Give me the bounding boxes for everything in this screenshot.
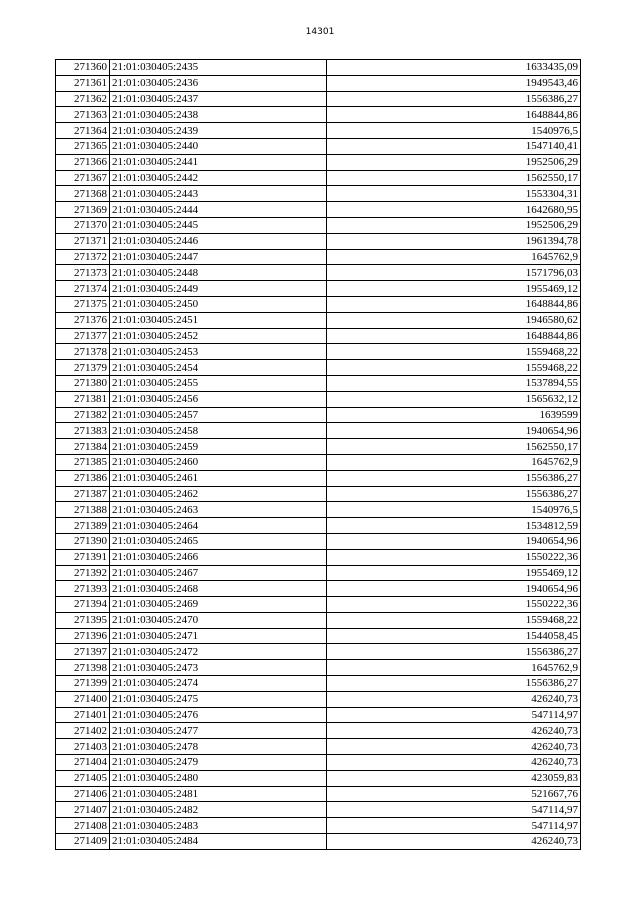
table-row bbox=[56, 328, 581, 344]
table-row bbox=[56, 423, 581, 439]
row-number-cell: 271393 bbox=[56, 581, 110, 597]
row-number-cell: 271408 bbox=[56, 818, 110, 834]
table-row bbox=[56, 170, 581, 186]
table-row bbox=[56, 644, 581, 660]
table-row bbox=[56, 533, 581, 549]
row-number-cell: 271388 bbox=[56, 502, 110, 518]
cadastral-number-cell: 21:01:030405:2459 bbox=[110, 439, 327, 455]
row-number-cell: 271374 bbox=[56, 281, 110, 297]
table-row bbox=[56, 91, 581, 107]
row-number-cell: 271361 bbox=[56, 75, 110, 91]
cadastral-value-cell: 1562550,17 bbox=[327, 439, 581, 455]
cadastral-number-cell: 21:01:030405:2480 bbox=[110, 770, 327, 786]
cadastral-value-cell: 1556386,27 bbox=[327, 470, 581, 486]
cadastral-value-cell: 1952506,29 bbox=[327, 154, 581, 170]
cadastral-number-cell: 21:01:030405:2482 bbox=[110, 802, 327, 818]
cadastral-number-cell: 21:01:030405:2438 bbox=[110, 107, 327, 123]
table-row bbox=[56, 391, 581, 407]
cadastral-value-cell: 521667,76 bbox=[327, 786, 581, 802]
cadastral-value-cell: 1556386,27 bbox=[327, 676, 581, 692]
cadastral-number-cell: 21:01:030405:2464 bbox=[110, 518, 327, 534]
cadastral-number-cell: 21:01:030405:2435 bbox=[110, 60, 327, 76]
cadastral-value-cell: 1946580,62 bbox=[327, 312, 581, 328]
cadastral-number-cell: 21:01:030405:2468 bbox=[110, 581, 327, 597]
cadastral-number-cell: 21:01:030405:2471 bbox=[110, 628, 327, 644]
cadastral-number-cell: 21:01:030405:2466 bbox=[110, 549, 327, 565]
cadastral-number-cell: 21:01:030405:2483 bbox=[110, 818, 327, 834]
row-number-cell: 271402 bbox=[56, 723, 110, 739]
table-row bbox=[56, 739, 581, 755]
row-number-cell: 271396 bbox=[56, 628, 110, 644]
cadastral-number-cell: 21:01:030405:2450 bbox=[110, 296, 327, 312]
row-number-cell: 271365 bbox=[56, 138, 110, 154]
cadastral-number-cell: 21:01:030405:2448 bbox=[110, 265, 327, 281]
table-row bbox=[56, 549, 581, 565]
table-row bbox=[56, 202, 581, 218]
cadastral-number-cell: 21:01:030405:2470 bbox=[110, 612, 327, 628]
table-row bbox=[56, 755, 581, 771]
row-number-cell: 271397 bbox=[56, 644, 110, 660]
row-number-cell: 271381 bbox=[56, 391, 110, 407]
cadastral-number-cell: 21:01:030405:2437 bbox=[110, 91, 327, 107]
cadastral-value-cell: 426240,73 bbox=[327, 755, 581, 771]
table-row bbox=[56, 723, 581, 739]
cadastral-number-cell: 21:01:030405:2449 bbox=[110, 281, 327, 297]
cadastral-number-cell: 21:01:030405:2444 bbox=[110, 202, 327, 218]
row-number-cell: 271360 bbox=[56, 60, 110, 76]
cadastral-value-cell: 1556386,27 bbox=[327, 486, 581, 502]
table-row bbox=[56, 565, 581, 581]
cadastral-number-cell: 21:01:030405:2469 bbox=[110, 597, 327, 613]
row-number-cell: 271389 bbox=[56, 518, 110, 534]
cadastral-number-cell: 21:01:030405:2477 bbox=[110, 723, 327, 739]
cadastral-number-cell: 21:01:030405:2476 bbox=[110, 707, 327, 723]
cadastral-number-cell: 21:01:030405:2479 bbox=[110, 755, 327, 771]
cadastral-value-cell: 1940654,96 bbox=[327, 581, 581, 597]
table-row bbox=[56, 296, 581, 312]
table-row bbox=[56, 676, 581, 692]
cadastral-value-cell: 1540976,5 bbox=[327, 502, 581, 518]
cadastral-number-cell: 21:01:030405:2439 bbox=[110, 123, 327, 139]
table-row bbox=[56, 691, 581, 707]
table-row bbox=[56, 407, 581, 423]
cadastral-value-cell: 1547140,41 bbox=[327, 138, 581, 154]
cadastral-number-cell: 21:01:030405:2460 bbox=[110, 454, 327, 470]
cadastral-number-cell: 21:01:030405:2451 bbox=[110, 312, 327, 328]
cadastral-number-cell: 21:01:030405:2473 bbox=[110, 660, 327, 676]
row-number-cell: 271401 bbox=[56, 707, 110, 723]
cadastral-value-cell: 1559468,22 bbox=[327, 612, 581, 628]
table-row bbox=[56, 75, 581, 91]
table-row bbox=[56, 60, 581, 76]
cadastral-value-cell: 1559468,22 bbox=[327, 360, 581, 376]
cadastral-number-cell: 21:01:030405:2455 bbox=[110, 375, 327, 391]
table-row bbox=[56, 360, 581, 376]
table-row bbox=[56, 375, 581, 391]
row-number-cell: 271370 bbox=[56, 217, 110, 233]
row-number-cell: 271395 bbox=[56, 612, 110, 628]
row-number-cell: 271392 bbox=[56, 565, 110, 581]
cadastral-number-cell: 21:01:030405:2447 bbox=[110, 249, 327, 265]
table-row bbox=[56, 312, 581, 328]
cadastral-value-cell: 547114,97 bbox=[327, 818, 581, 834]
table-row bbox=[56, 107, 581, 123]
table-row bbox=[56, 486, 581, 502]
cadastral-number-cell: 21:01:030405:2445 bbox=[110, 217, 327, 233]
cadastral-number-cell: 21:01:030405:2478 bbox=[110, 739, 327, 755]
cadastral-value-cell: 1645762,9 bbox=[327, 454, 581, 470]
row-number-cell: 271379 bbox=[56, 360, 110, 376]
cadastral-value-cell: 1952506,29 bbox=[327, 217, 581, 233]
cadastral-number-cell: 21:01:030405:2453 bbox=[110, 344, 327, 360]
cadastral-value-cell: 1559468,22 bbox=[327, 344, 581, 360]
table-row bbox=[56, 123, 581, 139]
cadastral-value-cell: 1553304,31 bbox=[327, 186, 581, 202]
table-row bbox=[56, 612, 581, 628]
cadastral-number-cell: 21:01:030405:2484 bbox=[110, 834, 327, 850]
row-number-cell: 271407 bbox=[56, 802, 110, 818]
cadastral-value-cell: 1955469,12 bbox=[327, 565, 581, 581]
table-row bbox=[56, 454, 581, 470]
row-number-cell: 271399 bbox=[56, 676, 110, 692]
table-row bbox=[56, 154, 581, 170]
table-row bbox=[56, 138, 581, 154]
cadastral-number-cell: 21:01:030405:2461 bbox=[110, 470, 327, 486]
cadastral-number-cell: 21:01:030405:2441 bbox=[110, 154, 327, 170]
cadastral-number-cell: 21:01:030405:2443 bbox=[110, 186, 327, 202]
cadastral-number-cell: 21:01:030405:2467 bbox=[110, 565, 327, 581]
table-row bbox=[56, 802, 581, 818]
table-row bbox=[56, 265, 581, 281]
row-number-cell: 271382 bbox=[56, 407, 110, 423]
cadastral-number-cell: 21:01:030405:2465 bbox=[110, 533, 327, 549]
cadastral-number-cell: 21:01:030405:2454 bbox=[110, 360, 327, 376]
cadastral-value-cell: 426240,73 bbox=[327, 834, 581, 850]
cadastral-value-cell: 1648844,86 bbox=[327, 107, 581, 123]
cadastral-value-cell: 423059,83 bbox=[327, 770, 581, 786]
row-number-cell: 271391 bbox=[56, 549, 110, 565]
row-number-cell: 271390 bbox=[56, 533, 110, 549]
cadastral-value-cell: 1562550,17 bbox=[327, 170, 581, 186]
row-number-cell: 271363 bbox=[56, 107, 110, 123]
row-number-cell: 271403 bbox=[56, 739, 110, 755]
cadastral-number-cell: 21:01:030405:2474 bbox=[110, 676, 327, 692]
cadastral-value-cell: 1940654,96 bbox=[327, 533, 581, 549]
page-number: 14301 bbox=[305, 27, 335, 37]
cadastral-value-cell: 1961394,78 bbox=[327, 233, 581, 249]
table-row bbox=[56, 786, 581, 802]
row-number-cell: 271375 bbox=[56, 296, 110, 312]
row-number-cell: 271373 bbox=[56, 265, 110, 281]
table-row bbox=[56, 502, 581, 518]
cadastral-value-cell: 426240,73 bbox=[327, 739, 581, 755]
cadastral-number-cell: 21:01:030405:2472 bbox=[110, 644, 327, 660]
row-number-cell: 271384 bbox=[56, 439, 110, 455]
table-row bbox=[56, 249, 581, 265]
row-number-cell: 271386 bbox=[56, 470, 110, 486]
row-number-cell: 271367 bbox=[56, 170, 110, 186]
cadastral-value-cell: 1648844,86 bbox=[327, 328, 581, 344]
row-number-cell: 271364 bbox=[56, 123, 110, 139]
cadastral-number-cell: 21:01:030405:2440 bbox=[110, 138, 327, 154]
table-row bbox=[56, 518, 581, 534]
cadastral-number-cell: 21:01:030405:2458 bbox=[110, 423, 327, 439]
row-number-cell: 271377 bbox=[56, 328, 110, 344]
table-row bbox=[56, 597, 581, 613]
table-row bbox=[56, 818, 581, 834]
table-row bbox=[56, 707, 581, 723]
table-row bbox=[56, 581, 581, 597]
row-number-cell: 271383 bbox=[56, 423, 110, 439]
table-row bbox=[56, 217, 581, 233]
row-number-cell: 271371 bbox=[56, 233, 110, 249]
cadastral-value-cell: 1544058,45 bbox=[327, 628, 581, 644]
row-number-cell: 271387 bbox=[56, 486, 110, 502]
row-number-cell: 271385 bbox=[56, 454, 110, 470]
row-number-cell: 271406 bbox=[56, 786, 110, 802]
cadastral-value-cell: 1949543,46 bbox=[327, 75, 581, 91]
row-number-cell: 271368 bbox=[56, 186, 110, 202]
cadastral-value-table bbox=[55, 59, 581, 850]
row-number-cell: 271409 bbox=[56, 834, 110, 850]
table-row bbox=[56, 770, 581, 786]
table-row bbox=[56, 628, 581, 644]
cadastral-value-cell: 426240,73 bbox=[327, 691, 581, 707]
cadastral-value-cell: 1955469,12 bbox=[327, 281, 581, 297]
cadastral-value-cell: 1639599 bbox=[327, 407, 581, 423]
table-row bbox=[56, 344, 581, 360]
row-number-cell: 271404 bbox=[56, 755, 110, 771]
table-row bbox=[56, 186, 581, 202]
table-row bbox=[56, 660, 581, 676]
cadastral-number-cell: 21:01:030405:2463 bbox=[110, 502, 327, 518]
cadastral-value-cell: 1645762,9 bbox=[327, 660, 581, 676]
cadastral-value-cell: 1550222,36 bbox=[327, 549, 581, 565]
cadastral-number-cell: 21:01:030405:2481 bbox=[110, 786, 327, 802]
cadastral-value-cell: 1537894,55 bbox=[327, 375, 581, 391]
cadastral-value-cell: 1633435,09 bbox=[327, 60, 581, 76]
cadastral-number-cell: 21:01:030405:2457 bbox=[110, 407, 327, 423]
table-row bbox=[56, 439, 581, 455]
row-number-cell: 271369 bbox=[56, 202, 110, 218]
row-number-cell: 271378 bbox=[56, 344, 110, 360]
cadastral-value-cell: 1565632,12 bbox=[327, 391, 581, 407]
cadastral-number-cell: 21:01:030405:2462 bbox=[110, 486, 327, 502]
row-number-cell: 271366 bbox=[56, 154, 110, 170]
cadastral-value-cell: 1534812,59 bbox=[327, 518, 581, 534]
table-body bbox=[56, 60, 581, 850]
cadastral-number-cell: 21:01:030405:2475 bbox=[110, 691, 327, 707]
cadastral-value-cell: 1648844,86 bbox=[327, 296, 581, 312]
row-number-cell: 271400 bbox=[56, 691, 110, 707]
cadastral-value-cell: 1642680,95 bbox=[327, 202, 581, 218]
row-number-cell: 271380 bbox=[56, 375, 110, 391]
cadastral-value-cell: 1645762,9 bbox=[327, 249, 581, 265]
row-number-cell: 271394 bbox=[56, 597, 110, 613]
cadastral-number-cell: 21:01:030405:2452 bbox=[110, 328, 327, 344]
table-row bbox=[56, 834, 581, 850]
row-number-cell: 271362 bbox=[56, 91, 110, 107]
cadastral-value-cell: 1550222,36 bbox=[327, 597, 581, 613]
cadastral-value-cell: 426240,73 bbox=[327, 723, 581, 739]
cadastral-number-cell: 21:01:030405:2456 bbox=[110, 391, 327, 407]
cadastral-value-cell: 1556386,27 bbox=[327, 644, 581, 660]
cadastral-number-cell: 21:01:030405:2442 bbox=[110, 170, 327, 186]
table-row bbox=[56, 470, 581, 486]
cadastral-value-cell: 1540976,5 bbox=[327, 123, 581, 139]
row-number-cell: 271372 bbox=[56, 249, 110, 265]
cadastral-value-cell: 1556386,27 bbox=[327, 91, 581, 107]
cadastral-value-cell: 1571796,03 bbox=[327, 265, 581, 281]
table-row bbox=[56, 233, 581, 249]
cadastral-number-cell: 21:01:030405:2436 bbox=[110, 75, 327, 91]
cadastral-number-cell: 21:01:030405:2446 bbox=[110, 233, 327, 249]
row-number-cell: 271405 bbox=[56, 770, 110, 786]
row-number-cell: 271398 bbox=[56, 660, 110, 676]
table-row bbox=[56, 281, 581, 297]
cadastral-value-cell: 547114,97 bbox=[327, 802, 581, 818]
cadastral-value-cell: 1940654,96 bbox=[327, 423, 581, 439]
cadastral-value-cell: 547114,97 bbox=[327, 707, 581, 723]
row-number-cell: 271376 bbox=[56, 312, 110, 328]
